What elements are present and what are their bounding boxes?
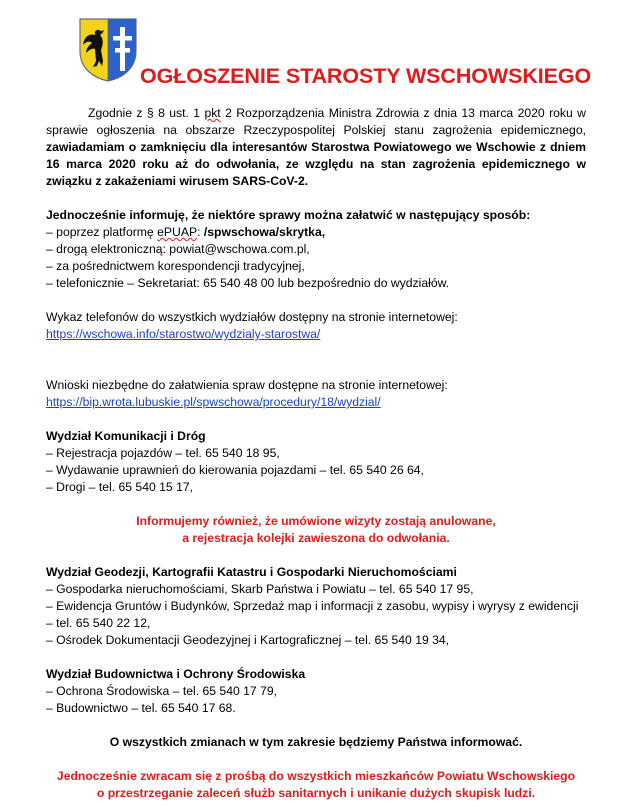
intro-pkt: pkt [204, 106, 221, 120]
intro-paragraph [46, 105, 586, 190]
closing-text: O wszystkich zmianach w tym zakresie będziemy Państwa informować. [109, 735, 523, 749]
page-title: OGŁOSZENIE STAROSTY WSCHOWSKIEGO [140, 64, 592, 88]
intro-closure-notice: zawiadamiam o zamknięciu dla interesantów Starostwa Powiatowego we Wschowie z dniem 16 marca 2020 roku aż do odwołania, ze względu na stan zagrożenia epidemicznego w związku z zakażeniami wirusem SARS-CoV-2. [46, 140, 586, 188]
ways-heading: Jednocześnie informuję, że niektóre sprawy można załatwić w następujący sposób: [46, 208, 531, 222]
forms-text: Wnioski niezbędne do załatwienia spraw dostępne na stronie internetowej: [46, 378, 448, 392]
list-item: – drogą elektroniczną: powiat@wschowa.com.pl, [46, 242, 310, 256]
coat-of-arms-icon [78, 17, 138, 83]
list-item: – telefonicznie – Sekretariat: 65 540 48 00 lub bezpośrednio do wydziałów. [46, 276, 450, 290]
intro-text-2: 2 Rozporządzenia Ministra Zdrowia z dnia 13 marca 2020 roku w sprawie ogłoszenia na obszarze Rzeczypospolitej Polskiej stanu zagrożenia epidemicznego, [46, 106, 586, 137]
way-epuap-name: ePUAP [157, 225, 198, 239]
way-epuap-prefix: – poprzez platformę [46, 225, 158, 239]
ways-list [46, 224, 586, 292]
dept-construction-heading: Wydział Budownictwa i Ochrony Środowiska [46, 667, 306, 681]
way-epuap-address: /spwschowa/skrytka, [203, 225, 326, 239]
phones-text: Wykaz telefonów do wszystkich wydziałów dostępny na stronie internetowej: [46, 310, 458, 324]
list-item: – Ewidencja Gruntów i Budynków, Sprzedaż map i informacji z zasobu, wypisy i wyrysy z ewidencji – tel. 65 540 22 12, [46, 599, 579, 630]
dept-transport-heading: Wydział Komunikacji i Dróg [46, 429, 206, 443]
forms-link[interactable]: https://bip.wrota.lubuskie.pl/spwschowa/procedury/18/wydzial/ [46, 395, 381, 409]
list-item: – Wydawanie uprawnień do kierowania pojazdami – tel. 65 540 26 64, [46, 463, 424, 477]
appeal-line1: Jednocześnie zwracam się z prośbą do wszystkich mieszkańców Powiatu Wschowskiego [56, 769, 576, 783]
phones-link[interactable]: https://wschowa.info/starostwo/wydzialy-starostwa/ [46, 327, 321, 341]
announcement-body [46, 105, 586, 802]
way-epuap-colon: : [197, 225, 204, 239]
cancel-notice-line2: a rejestracja kolejki zawieszona do odwołania. [182, 531, 450, 545]
list-item: – za pośrednictwem korespondencji tradycyjnej, [46, 259, 305, 273]
list-item: – Budownictwo – tel. 65 540 17 68. [46, 701, 236, 715]
list-item: – Gospodarka nieruchomościami, Skarb Państwa i Powiatu – tel. 65 540 17 95, [46, 582, 474, 596]
list-item: – Drogi – tel. 65 540 15 17, [46, 480, 194, 494]
list-item: – Ośrodek Dokumentacji Geodezyjnej i Kartograficznej – tel. 65 540 19 34, [46, 633, 450, 647]
cancel-notice-line1: Informujemy również, że umówione wizyty zostają anulowane, [136, 514, 496, 528]
list-item: – Rejestracja pojazdów – tel. 65 540 18 95, [46, 446, 280, 460]
dept-geodesy-heading: Wydział Geodezji, Kartografii Katastru i Gospodarki Nieruchomościami [46, 565, 457, 579]
list-item: – Ochrona Środowiska – tel. 65 540 17 79, [46, 684, 278, 698]
appeal-line2: o przestrzeganie zaleceń służb sanitarnych i unikanie dużych skupisk ludzi. [96, 786, 536, 800]
list-item [46, 224, 586, 241]
intro-text: Zgodnie z § 8 ust. 1 [88, 106, 205, 120]
